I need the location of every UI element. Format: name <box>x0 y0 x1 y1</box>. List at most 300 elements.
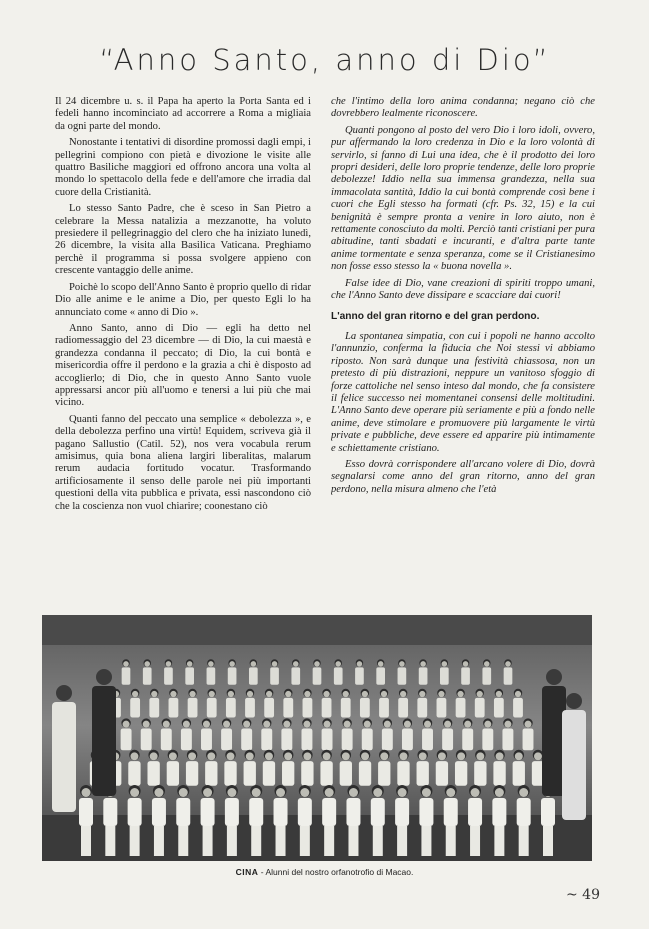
student-figure <box>379 689 389 718</box>
student-figure <box>207 689 217 718</box>
student-body <box>359 761 371 786</box>
student-figure <box>398 689 408 718</box>
student-face <box>208 661 214 667</box>
student-figure <box>523 718 534 750</box>
student-face <box>163 721 170 728</box>
student-figure <box>455 750 467 786</box>
student-face <box>123 661 129 667</box>
student-legs <box>470 826 480 856</box>
student-face <box>373 788 382 797</box>
student-face <box>293 661 299 667</box>
page-number: ~ 49 <box>566 887 600 903</box>
student-face <box>361 752 369 760</box>
student-body <box>141 728 152 750</box>
student-face <box>203 721 210 728</box>
student-face <box>404 721 411 728</box>
student-legs <box>519 826 529 856</box>
student-body <box>322 798 336 826</box>
student-figure <box>475 689 485 718</box>
student-face <box>243 721 250 728</box>
student-body <box>122 667 131 684</box>
student-body <box>346 798 360 826</box>
adult-body <box>562 710 586 820</box>
student-face <box>265 752 273 760</box>
student-body <box>436 761 448 786</box>
student-figure <box>122 659 131 684</box>
student-figure <box>282 750 294 786</box>
student-face <box>323 691 329 697</box>
student-face <box>189 691 195 697</box>
student-legs <box>276 826 286 856</box>
student-face <box>364 721 371 728</box>
student-face <box>484 661 490 667</box>
student-face <box>380 752 388 760</box>
student-figure <box>270 659 279 684</box>
student-body <box>201 728 212 750</box>
student-figure <box>422 718 433 750</box>
student-body <box>298 798 312 826</box>
student-body <box>79 798 93 826</box>
student-figure <box>320 750 332 786</box>
student-body <box>513 698 523 718</box>
student-face <box>143 721 150 728</box>
student-body <box>225 798 239 826</box>
student-face <box>384 721 391 728</box>
student-body <box>201 798 215 826</box>
student-face <box>420 661 426 667</box>
student-body <box>474 761 486 786</box>
student-face <box>123 721 130 728</box>
student-body <box>147 761 159 786</box>
student-face <box>209 691 215 697</box>
student-body <box>322 728 333 750</box>
student-body <box>417 761 429 786</box>
student-body <box>281 728 292 750</box>
student-figure <box>419 659 428 684</box>
student-face <box>151 691 157 697</box>
student-face <box>422 788 431 797</box>
student-figure <box>283 689 293 718</box>
student-body <box>245 698 255 718</box>
student-body <box>128 798 142 826</box>
student-figure <box>301 718 312 750</box>
building-wall <box>42 615 592 645</box>
student-body <box>263 761 275 786</box>
student-face <box>166 661 172 667</box>
student-face <box>263 721 270 728</box>
paragraph: Il 24 dicembre u. s. il Papa ha aperto la Porta Santa ed i fedeli hanno incominciato ad accorrere a Roma a migliaia da ogni parte del mondo. <box>55 96 311 132</box>
student-figure <box>362 718 373 750</box>
student-legs <box>446 826 456 856</box>
student-body <box>301 728 312 750</box>
student-figure <box>461 659 470 684</box>
ground <box>42 815 592 861</box>
student-body <box>261 728 272 750</box>
student-face <box>343 691 349 697</box>
student-body <box>504 667 513 684</box>
student-body <box>397 761 409 786</box>
student-face <box>444 721 451 728</box>
student-figure <box>474 750 486 786</box>
student-body <box>241 728 252 750</box>
student-figure <box>121 718 132 750</box>
section-subheading: L'anno del gran ritorno e del gran perdono. <box>331 310 540 322</box>
student-figure <box>161 718 172 750</box>
student-face <box>378 661 384 667</box>
student-figure <box>378 750 390 786</box>
student-body <box>462 728 473 750</box>
student-face <box>524 721 531 728</box>
student-body <box>121 728 132 750</box>
student-face <box>247 691 253 697</box>
student-body <box>334 667 343 684</box>
student-face <box>464 721 471 728</box>
student-face <box>484 721 491 728</box>
student-legs <box>543 826 553 856</box>
student-body <box>303 698 313 718</box>
student-face <box>188 752 196 760</box>
student-legs <box>105 826 115 856</box>
student-figure <box>164 659 173 684</box>
student-figure <box>513 689 523 718</box>
adult-head <box>96 669 112 685</box>
student-face <box>496 691 502 697</box>
student-body <box>440 667 449 684</box>
student-body <box>419 798 433 826</box>
student-figure <box>360 689 370 718</box>
adult-body <box>52 702 76 812</box>
student-body <box>224 761 236 786</box>
student-face <box>82 788 91 797</box>
student-figure <box>201 718 212 750</box>
student-face <box>325 788 334 797</box>
student-legs <box>421 826 431 856</box>
student-body <box>417 698 427 718</box>
student-figure <box>149 689 159 718</box>
student-figure <box>417 689 427 718</box>
student-figure <box>322 689 332 718</box>
student-figure <box>128 750 140 786</box>
student-face <box>344 721 351 728</box>
student-figure <box>301 750 313 786</box>
student-body <box>270 667 279 684</box>
student-body <box>161 728 172 750</box>
student-face <box>342 752 350 760</box>
student-body <box>341 698 351 718</box>
student-body <box>422 728 433 750</box>
student-face <box>424 721 431 728</box>
student-body <box>502 728 513 750</box>
student-face <box>534 752 542 760</box>
student-body <box>249 798 263 826</box>
paragraph: Poichè lo scopo dell'Anno Santo è proprio quello di ridar Dio alle anime e le anime a Dio, per questo Egli lo ha annunciato come « anno di Dio ». <box>55 281 311 318</box>
student-face <box>276 788 285 797</box>
student-body <box>437 698 447 718</box>
student-figure <box>313 659 322 684</box>
student-figure <box>355 659 364 684</box>
student-face <box>130 752 138 760</box>
student-legs <box>348 826 358 856</box>
student-face <box>252 788 261 797</box>
student-body <box>442 728 453 750</box>
student-face <box>457 691 463 697</box>
student-figure <box>440 659 449 684</box>
student-face <box>303 721 310 728</box>
student-body <box>402 728 413 750</box>
student-figure <box>513 750 525 786</box>
student-face <box>519 788 528 797</box>
student-face <box>183 721 190 728</box>
student-body <box>185 667 194 684</box>
student-figure <box>456 689 466 718</box>
student-legs <box>130 826 140 856</box>
student-face <box>446 788 455 797</box>
student-body <box>517 798 531 826</box>
student-face <box>187 661 193 667</box>
student-face <box>323 752 331 760</box>
student-body <box>379 698 389 718</box>
student-body <box>360 698 370 718</box>
student-figure <box>482 718 493 750</box>
student-body <box>176 798 190 826</box>
student-face <box>154 788 163 797</box>
student-body <box>340 761 352 786</box>
student-figure <box>181 718 192 750</box>
student-face <box>303 752 311 760</box>
student-body <box>523 728 534 750</box>
student-face <box>228 691 234 697</box>
student-body <box>313 667 322 684</box>
student-body <box>398 698 408 718</box>
student-body <box>181 728 192 750</box>
student-figure <box>143 659 152 684</box>
student-face <box>132 691 138 697</box>
student-face <box>495 788 504 797</box>
student-face <box>223 721 230 728</box>
student-legs <box>324 826 334 856</box>
student-figure <box>188 689 198 718</box>
student-body <box>492 798 506 826</box>
student-figure <box>244 750 256 786</box>
paragraph: che l'intimo della loro anima condanna; negano ciò che dovrebbero lealmente riconoscere. <box>331 96 595 120</box>
student-body <box>291 667 300 684</box>
student-body <box>169 698 179 718</box>
right-column <box>331 96 595 608</box>
student-figure <box>493 750 505 786</box>
student-face <box>438 752 446 760</box>
student-face <box>398 788 407 797</box>
student-face <box>246 752 254 760</box>
student-body <box>371 798 385 826</box>
left-column <box>55 96 311 608</box>
student-body <box>264 698 274 718</box>
student-body <box>513 761 525 786</box>
student-face <box>471 788 480 797</box>
student-face <box>362 691 368 697</box>
student-figure <box>340 750 352 786</box>
student-figure <box>245 689 255 718</box>
student-legs <box>81 826 91 856</box>
student-figure <box>504 659 513 684</box>
student-face <box>515 691 521 697</box>
student-body <box>398 667 407 684</box>
student-face <box>179 788 188 797</box>
student-body <box>541 798 555 826</box>
student-face <box>496 752 504 760</box>
student-body <box>461 667 470 684</box>
student-face <box>170 691 176 697</box>
student-body <box>186 761 198 786</box>
student-body <box>494 698 504 718</box>
student-legs <box>203 826 213 856</box>
student-figure <box>205 750 217 786</box>
student-legs <box>227 826 237 856</box>
student-face <box>419 691 425 697</box>
student-face <box>227 752 235 760</box>
adult-head <box>566 693 582 709</box>
student-body <box>362 728 373 750</box>
student-body <box>205 761 217 786</box>
student-figure <box>398 659 407 684</box>
student-figure <box>442 718 453 750</box>
student-body <box>482 728 493 750</box>
student-body <box>221 728 232 750</box>
student-face <box>283 721 290 728</box>
student-face <box>266 691 272 697</box>
student-figure <box>502 718 513 750</box>
student-face <box>505 661 511 667</box>
paragraph: Quanti fanno del peccato una semplice « debolezza », e della debolezza perfino una virtù! Equidem, scriveva già il pagano Sallustio (Catil. 52), nos vera vocabula rerum amisimus, quia bona aliena largiri liberalitas, malarum rerum audacia fortitudo vocatur. Trasformando artificiosamente il senso delle parole nei più importanti questioni della vita pubblica e privata, essi nascondono ciò che la coscienza non vuol chiarire; coonestano ciò <box>55 413 311 512</box>
student-figure <box>482 659 491 684</box>
student-legs <box>494 826 504 856</box>
student-face <box>349 788 358 797</box>
student-body <box>419 667 428 684</box>
student-body <box>456 698 466 718</box>
student-body <box>282 761 294 786</box>
student-face <box>150 752 158 760</box>
student-figure <box>436 750 448 786</box>
student-face <box>457 752 465 760</box>
student-legs <box>178 826 188 856</box>
student-body <box>342 728 353 750</box>
student-face <box>272 661 278 667</box>
student-figure <box>186 750 198 786</box>
student-body <box>444 798 458 826</box>
student-figure <box>382 718 393 750</box>
student-body <box>249 667 258 684</box>
photo-caption <box>0 867 649 877</box>
student-face <box>504 721 511 728</box>
student-legs <box>397 826 407 856</box>
student-body <box>378 761 390 786</box>
student-body <box>475 698 485 718</box>
student-legs <box>373 826 383 856</box>
student-figure <box>147 750 159 786</box>
student-figure <box>241 718 252 750</box>
student-face <box>335 661 341 667</box>
student-figure <box>342 718 353 750</box>
student-figure <box>341 689 351 718</box>
student-face <box>399 661 405 667</box>
student-legs <box>300 826 310 856</box>
student-figure <box>130 689 140 718</box>
student-body <box>167 761 179 786</box>
student-figure <box>494 689 504 718</box>
student-body <box>207 698 217 718</box>
student-face <box>229 661 235 667</box>
student-figure <box>334 659 343 684</box>
student-face <box>284 752 292 760</box>
student-body <box>130 698 140 718</box>
paragraph: Nonostante i tentativi di disordine promossi dagli empi, i pellegrini compiono con pietà e divozione le visite alle quattro Basiliche maggiori ed offrono ancora una volta al mondo lo spettacolo della fede e dell'amore che irradia dal cuore della Cristianità. <box>55 137 311 198</box>
student-figure <box>376 659 385 684</box>
student-face <box>169 752 177 760</box>
student-body <box>103 798 117 826</box>
student-figure <box>249 659 258 684</box>
student-figure <box>462 718 473 750</box>
adult-figure <box>52 685 76 812</box>
student-body <box>207 667 216 684</box>
student-face <box>251 661 257 667</box>
student-body <box>188 698 198 718</box>
student-body <box>493 761 505 786</box>
student-face <box>438 691 444 697</box>
student-body <box>164 667 173 684</box>
student-face <box>324 721 331 728</box>
paragraph: Quanti pongono al posto del vero Dio i loro idoli, ovvero, pur affermando la loro credenza in Dio e la loro volontà di servirlo, si fanno di Lui una idea, che è il prodotto dei loro propri desideri, delle loro proprie tendenze, delle loro proprie debolezze! Iddio nella sua immensa grandezza, nella sua immacolata santità, Iddio la cui bontà comprende così bene i cuori che Egli stesso ha formati (cfr. Ps. 32, 15) e la cui benignità è sempre pronta a venire in loro aiuto, non è rettamente conosciuto da molti. Perciò tanti cristiani per pura abitudine, tanti sbadati e incuranti, e d'altra parte tante anime tormentate e senza speranza, come se il Cristianesimo non fosse esso stesso la « buona novella ». <box>331 124 595 273</box>
paragraph: Esso dovrà corrispondere all'arcano volere di Dio, dovrà segnalarsi come anno del gran ritorno, anno del gran perdono, nella misura almeno che l'età <box>331 458 595 495</box>
student-body <box>482 667 491 684</box>
student-body <box>355 667 364 684</box>
student-body <box>226 698 236 718</box>
student-figure <box>281 718 292 750</box>
student-face <box>130 788 139 797</box>
student-face <box>304 691 310 697</box>
adult-figure <box>562 693 586 820</box>
paragraph: La spontanea simpatia, con cui i popoli ne hanno accolto l'annunzio, conferma la fiducia che Noi stessi vi abbiamo riposto. Non sarà dunque una festività chiassosa, non un pretesto di più distrazioni, neppure un vanitoso sfoggio di forze cattoliche nel senso inteso dal mondo, che fa consistere il felice successo nei momentanei consensi delle moltitudini. L'Anno Santo deve operare più seriamente e più a fondo nelle anime, deve stimolare e promuovere più largamente le virtù private e pubbliche, deve essere ed apparire più intimamente e schiettamente cristiano. <box>331 330 595 454</box>
group-photo-drawing <box>42 615 592 861</box>
student-face <box>442 661 448 667</box>
student-legs <box>154 826 164 856</box>
student-face <box>477 691 483 697</box>
article-title: “Anno Santo, anno di Dio” <box>99 43 551 77</box>
adult-head <box>56 685 72 701</box>
student-face <box>357 661 363 667</box>
student-figure <box>397 750 409 786</box>
student-figure <box>402 718 413 750</box>
student-figure <box>228 659 237 684</box>
student-body <box>143 667 152 684</box>
student-body <box>228 667 237 684</box>
student-figure <box>291 659 300 684</box>
student-face <box>144 661 150 667</box>
group-photo <box>42 615 592 861</box>
student-face <box>400 691 406 697</box>
caption-place: CINA <box>235 867 259 877</box>
student-body <box>283 698 293 718</box>
student-body <box>244 761 256 786</box>
student-figure <box>417 750 429 786</box>
student-body <box>274 798 288 826</box>
student-face <box>227 788 236 797</box>
student-figure <box>226 689 236 718</box>
paragraph: Anno Santo, anno di Dio — egli ha detto nel radiomessaggio del 23 dicembre — di Dio, la cui maestà e grandezza condanna il peccato; di Dio, la cui bontà e misericordia offre il perdono e la grazia a chi è disposto ad accoglierlo; di Dio, che in questo Anno Santo vuole appressarsi ancor più all'uomo e tenersi a lui più che mai vicino. <box>55 322 311 409</box>
adult-body <box>92 686 116 796</box>
student-body <box>455 761 467 786</box>
student-body <box>382 728 393 750</box>
student-body <box>149 698 159 718</box>
student-face <box>314 661 320 667</box>
